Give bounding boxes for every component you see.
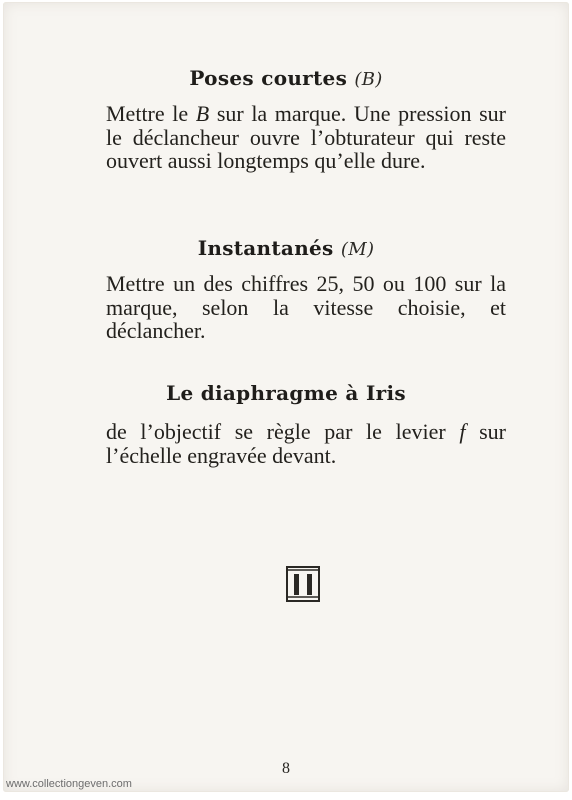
- paragraph-text: sur l’échelle engravée devant.: [106, 419, 506, 468]
- section-heading-instantanes: [0, 236, 572, 260]
- paragraph-italic: f: [459, 419, 466, 444]
- paragraph-text: Mettre un des chiffres 25, 50 ou 100 sur la marque, selon la vitesse choisie, et déclancher.: [106, 271, 506, 343]
- paragraph-italic: B: [195, 101, 210, 126]
- paragraph-text: sur la marque. Une pression sur le déclancheur ouvre l’obturateur qui reste ouvert aussi longtemps qu’elle dure.: [106, 101, 506, 173]
- paragraph-poses-courtes: [106, 102, 506, 173]
- paragraph-text: Mettre le: [106, 101, 196, 126]
- watermark: www.collectiongeven.com: [6, 778, 132, 790]
- heading-text: Instantanés: [197, 236, 334, 260]
- paragraph-instantanes: [106, 272, 506, 343]
- heading-text: Poses courtes: [189, 66, 348, 90]
- heading-paren: (M): [340, 239, 375, 260]
- heading-paren: (B): [354, 69, 383, 90]
- section-heading-diaphragme: [0, 381, 572, 405]
- paragraph-diaphragme: [106, 420, 506, 467]
- heading-text: Le diaphragme à Iris: [166, 381, 406, 405]
- section-heading-poses-courtes: [0, 66, 572, 90]
- double-bar-frame-icon: [286, 566, 320, 602]
- paragraph-text: de l’objectif se règle par le levier: [106, 419, 460, 444]
- page-number: 8: [282, 760, 290, 777]
